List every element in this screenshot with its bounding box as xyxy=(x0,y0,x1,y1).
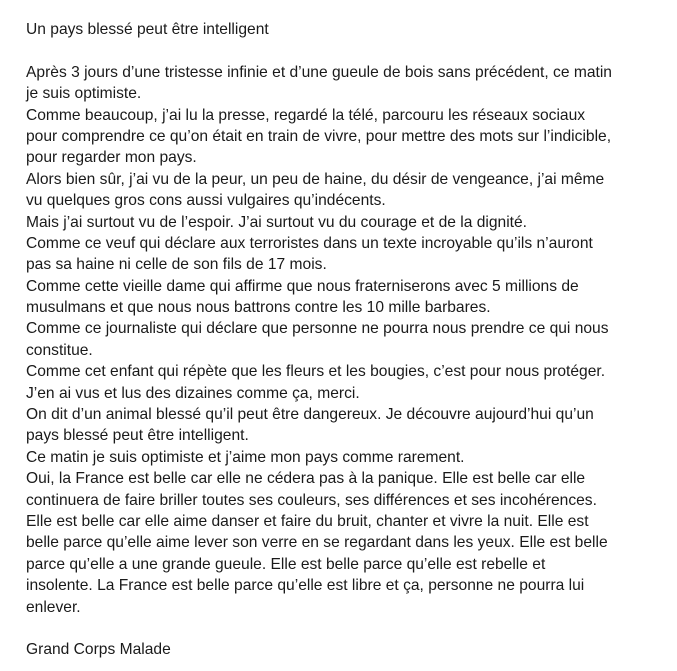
paragraph xyxy=(26,447,666,468)
text-line: vu quelques gros cons aussi vulgaires qu’indécents. xyxy=(26,192,386,210)
text-line: Comme cet enfant qui répète que les fleurs et les bougies, c’est pour nous protéger. xyxy=(26,363,606,381)
text-line: pour regarder mon pays. xyxy=(26,149,197,167)
paragraph xyxy=(26,169,666,212)
text-line: pas sa haine ni celle de son fils de 17 mois. xyxy=(26,256,327,274)
text-line: pays blessé peut être intelligent. xyxy=(26,427,249,445)
text-line: Oui, la France est belle car elle ne cédera pas à la panique. Elle est belle car elle xyxy=(26,470,586,488)
text-line: Après 3 jours d’une tristesse infinie et d’une gueule de bois sans précédent, ce matin xyxy=(26,63,612,81)
signature: Grand Corps Malade xyxy=(26,641,171,659)
text-line: parce qu’elle a une grande gueule. Elle est belle parce qu’elle est rebelle et xyxy=(26,555,546,573)
paragraph xyxy=(26,318,666,361)
paragraph xyxy=(26,404,666,447)
text-line: Elle est belle car elle aime danser et faire du bruit, chanter et vivre la nuit. Elle est xyxy=(26,512,589,530)
text-line: Mais j’ai surtout vu de l’espoir. J’ai surtout vu du courage et de la dignité. xyxy=(26,213,528,231)
text-line: On dit d’un animal blessé qu’il peut être dangereux. Je découvre aujourd’hui qu’un xyxy=(26,406,594,424)
text-line: continuera de faire briller toutes ses couleurs, ses différences et ses incohérences. xyxy=(26,491,597,509)
document-body xyxy=(26,19,666,661)
blank-line xyxy=(26,618,666,639)
paragraph xyxy=(26,212,666,233)
blank-line xyxy=(26,40,666,61)
text-line: Comme cette vieille dame qui affirme que nous fraterniserons avec 5 millions de xyxy=(26,277,579,295)
paragraph xyxy=(26,105,666,169)
text-line: Comme ce journaliste qui déclare que personne ne pourra nous prendre ce qui nous xyxy=(26,320,609,338)
text-line: constitue. xyxy=(26,341,93,359)
text-line: musulmans et que nous nous battrons contre les 10 mille barbares. xyxy=(26,299,491,317)
document-title: Un pays blessé peut être intelligent xyxy=(26,21,269,38)
text-line: J’en ai vus et lus des dizaines comme ça, merci. xyxy=(26,384,360,402)
text-line: belle parce qu’elle aime lever son verre en se regardant dans les yeux. Elle est belle xyxy=(26,534,608,552)
paragraph xyxy=(26,468,666,618)
paragraph xyxy=(26,233,666,276)
text-line: Comme ce veuf qui déclare aux terroristes dans un texte incroyable qu’ils n’auront xyxy=(26,234,593,252)
text-line: je suis optimiste. xyxy=(26,85,142,103)
text-line: Ce matin je suis optimiste et j’aime mon pays comme rarement. xyxy=(26,448,465,466)
paragraph xyxy=(26,361,666,404)
text-line: Comme beaucoup, j’ai lu la presse, regardé la télé, parcouru les réseaux sociaux xyxy=(26,106,586,124)
paragraph-list xyxy=(26,62,666,618)
paragraph xyxy=(26,276,666,319)
text-line: insolente. La France est belle parce qu’elle est libre et ça, personne ne pourra lui xyxy=(26,577,585,595)
paragraph xyxy=(26,62,666,105)
text-line: pour comprendre ce qu’on était en train de vivre, pour mettre des mots sur l’indicible, xyxy=(26,127,612,145)
text-line: Alors bien sûr, j’ai vu de la peur, un peu de haine, du désir de vengeance, j’ai même xyxy=(26,170,605,188)
text-line: enlever. xyxy=(26,598,81,616)
